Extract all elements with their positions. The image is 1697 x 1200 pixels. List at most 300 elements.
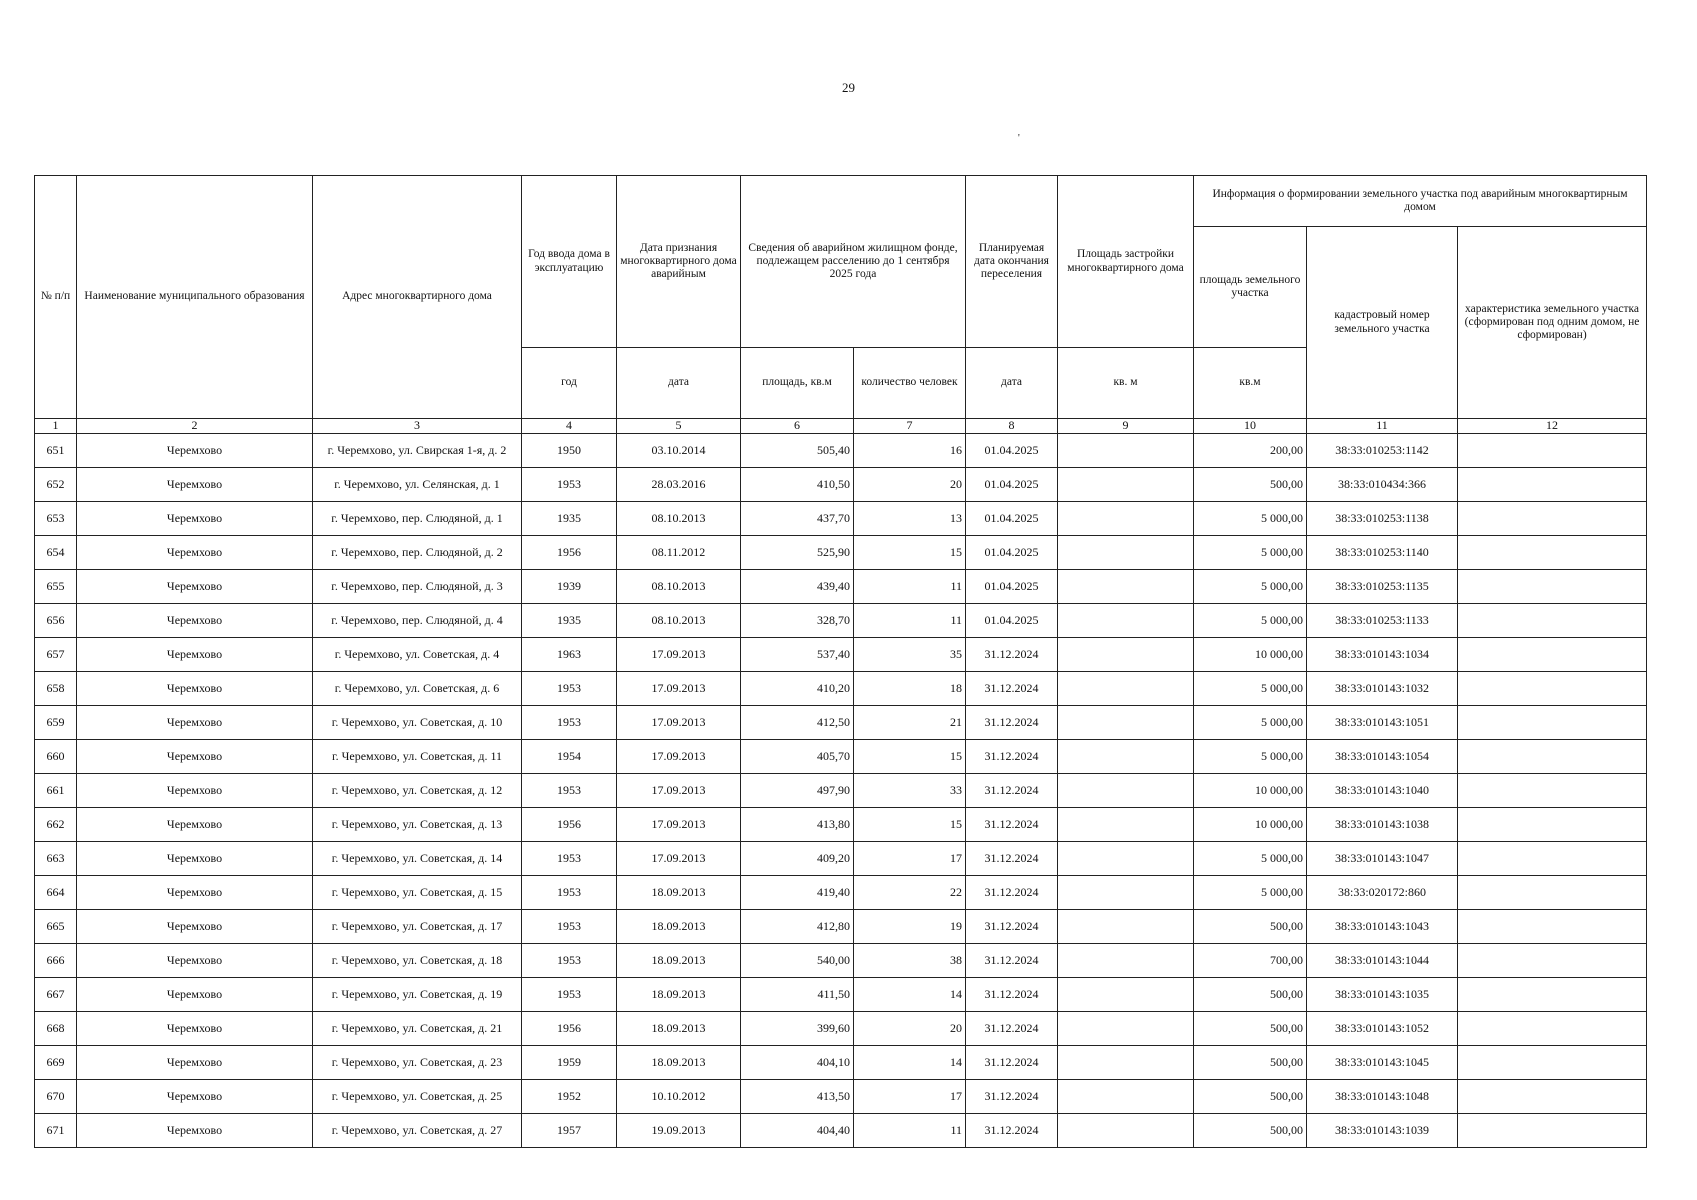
header-cadastral: кадастровый номер земельного участка	[1307, 227, 1458, 419]
cadastral-cell: 38:33:010143:1032	[1307, 672, 1458, 706]
address-cell: г. Черемхово, пер. Слюдяной, д. 2	[313, 536, 522, 570]
built-area-cell	[1058, 502, 1194, 536]
header-land-info: Информация о формировании земельного участка под аварийным многоквартирным домом	[1194, 176, 1647, 227]
area-cell: 399,60	[741, 1012, 854, 1046]
year-cell: 1935	[522, 502, 617, 536]
address-cell: г. Черемхово, ул. Советская, д. 27	[313, 1114, 522, 1148]
col-number: 4	[522, 419, 617, 434]
land-area-cell: 10 000,00	[1194, 808, 1307, 842]
land-area-cell: 500,00	[1194, 1046, 1307, 1080]
address-cell: г. Черемхово, ул. Советская, д. 25	[313, 1080, 522, 1114]
cadastral-cell: 38:33:010143:1047	[1307, 842, 1458, 876]
recognition-date-cell: 18.09.2013	[617, 876, 741, 910]
planned-date-cell: 31.12.2024	[966, 740, 1058, 774]
row-number: 654	[35, 536, 77, 570]
table-row	[35, 672, 1647, 706]
year-cell: 1953	[522, 876, 617, 910]
area-cell: 328,70	[741, 604, 854, 638]
land-char-cell	[1458, 1080, 1647, 1114]
cadastral-cell: 38:33:010253:1142	[1307, 434, 1458, 468]
year-cell: 1950	[522, 434, 617, 468]
recognition-date-cell: 17.09.2013	[617, 638, 741, 672]
header-recognition-date: Дата признания многоквартирного дома аварийным	[617, 176, 741, 348]
col-number: 3	[313, 419, 522, 434]
header-municipality: Наименование муниципального образования	[77, 176, 313, 419]
recognition-date-cell: 17.09.2013	[617, 808, 741, 842]
address-cell: г. Черемхово, ул. Селянская, д. 1	[313, 468, 522, 502]
recognition-date-cell: 18.09.2013	[617, 978, 741, 1012]
col-number: 11	[1307, 419, 1458, 434]
planned-date-cell: 31.12.2024	[966, 1080, 1058, 1114]
people-cell: 15	[854, 740, 966, 774]
recognition-date-cell: 18.09.2013	[617, 910, 741, 944]
col-number: 9	[1058, 419, 1194, 434]
land-area-cell: 500,00	[1194, 910, 1307, 944]
built-area-cell	[1058, 944, 1194, 978]
row-number: 665	[35, 910, 77, 944]
row-number: 661	[35, 774, 77, 808]
planned-date-cell: 31.12.2024	[966, 672, 1058, 706]
land-area-cell: 5 000,00	[1194, 740, 1307, 774]
table-row	[35, 740, 1647, 774]
cadastral-cell: 38:33:010253:1135	[1307, 570, 1458, 604]
municipality-cell: Черемхово	[77, 740, 313, 774]
planned-date-cell: 01.04.2025	[966, 502, 1058, 536]
people-cell: 15	[854, 536, 966, 570]
land-char-cell	[1458, 842, 1647, 876]
area-cell: 413,80	[741, 808, 854, 842]
municipality-cell: Черемхово	[77, 706, 313, 740]
people-cell: 17	[854, 1080, 966, 1114]
address-cell: г. Черемхово, пер. Слюдяной, д. 4	[313, 604, 522, 638]
land-char-cell	[1458, 502, 1647, 536]
land-char-cell	[1458, 1114, 1647, 1148]
people-cell: 20	[854, 468, 966, 502]
land-area-cell: 5 000,00	[1194, 536, 1307, 570]
recognition-date-cell: 17.09.2013	[617, 672, 741, 706]
recognition-date-cell: 08.10.2013	[617, 604, 741, 638]
planned-date-cell: 31.12.2024	[966, 876, 1058, 910]
unit-year: год	[522, 348, 617, 419]
cadastral-cell: 38:33:010143:1054	[1307, 740, 1458, 774]
area-cell: 412,80	[741, 910, 854, 944]
land-area-cell: 200,00	[1194, 434, 1307, 468]
people-cell: 35	[854, 638, 966, 672]
planned-date-cell: 01.04.2025	[966, 468, 1058, 502]
row-number: 656	[35, 604, 77, 638]
recognition-date-cell: 03.10.2014	[617, 434, 741, 468]
row-number: 666	[35, 944, 77, 978]
area-cell: 439,40	[741, 570, 854, 604]
address-cell: г. Черемхово, ул. Советская, д. 10	[313, 706, 522, 740]
land-area-cell: 5 000,00	[1194, 502, 1307, 536]
municipality-cell: Черемхово	[77, 502, 313, 536]
year-cell: 1953	[522, 842, 617, 876]
planned-date-cell: 31.12.2024	[966, 978, 1058, 1012]
built-area-cell	[1058, 1114, 1194, 1148]
table-row	[35, 978, 1647, 1012]
area-cell: 525,90	[741, 536, 854, 570]
address-cell: г. Черемхово, ул. Советская, д. 11	[313, 740, 522, 774]
land-char-cell	[1458, 774, 1647, 808]
land-char-cell	[1458, 910, 1647, 944]
row-number: 658	[35, 672, 77, 706]
cadastral-cell: 38:33:020172:860	[1307, 876, 1458, 910]
column-numbers-row	[35, 419, 1647, 434]
year-cell: 1953	[522, 672, 617, 706]
people-cell: 15	[854, 808, 966, 842]
built-area-cell	[1058, 1080, 1194, 1114]
cadastral-cell: 38:33:010253:1140	[1307, 536, 1458, 570]
address-cell: г. Черемхово, ул. Советская, д. 21	[313, 1012, 522, 1046]
recognition-date-cell: 18.09.2013	[617, 944, 741, 978]
address-cell: г. Черемхово, пер. Слюдяной, д. 3	[313, 570, 522, 604]
year-cell: 1953	[522, 706, 617, 740]
table-row	[35, 842, 1647, 876]
people-cell: 19	[854, 910, 966, 944]
municipality-cell: Черемхово	[77, 774, 313, 808]
address-cell: г. Черемхово, ул. Советская, д. 12	[313, 774, 522, 808]
people-cell: 14	[854, 1046, 966, 1080]
cadastral-cell: 38:33:010143:1052	[1307, 1012, 1458, 1046]
cadastral-cell: 38:33:010143:1034	[1307, 638, 1458, 672]
year-cell: 1957	[522, 1114, 617, 1148]
land-area-cell: 5 000,00	[1194, 876, 1307, 910]
year-cell: 1953	[522, 944, 617, 978]
planned-date-cell: 31.12.2024	[966, 1114, 1058, 1148]
recognition-date-cell: 18.09.2013	[617, 1012, 741, 1046]
table-row	[35, 434, 1647, 468]
people-cell: 21	[854, 706, 966, 740]
area-cell: 437,70	[741, 502, 854, 536]
table-row	[35, 604, 1647, 638]
unit-people: количество человек	[854, 348, 966, 419]
year-cell: 1956	[522, 808, 617, 842]
area-cell: 409,20	[741, 842, 854, 876]
table-row	[35, 808, 1647, 842]
municipality-cell: Черемхово	[77, 638, 313, 672]
table-row	[35, 570, 1647, 604]
col-number: 6	[741, 419, 854, 434]
row-number: 670	[35, 1080, 77, 1114]
land-area-cell: 5 000,00	[1194, 604, 1307, 638]
planned-date-cell: 31.12.2024	[966, 638, 1058, 672]
land-char-cell	[1458, 808, 1647, 842]
land-char-cell	[1458, 468, 1647, 502]
municipality-cell: Черемхово	[77, 876, 313, 910]
area-cell: 497,90	[741, 774, 854, 808]
col-number: 8	[966, 419, 1058, 434]
planned-date-cell: 01.04.2025	[966, 604, 1058, 638]
row-number: 652	[35, 468, 77, 502]
people-cell: 14	[854, 978, 966, 1012]
built-area-cell	[1058, 910, 1194, 944]
row-number: 663	[35, 842, 77, 876]
cadastral-cell: 38:33:010143:1035	[1307, 978, 1458, 1012]
built-area-cell	[1058, 536, 1194, 570]
recognition-date-cell: 08.10.2013	[617, 502, 741, 536]
built-area-cell	[1058, 1012, 1194, 1046]
land-area-cell: 5 000,00	[1194, 842, 1307, 876]
built-area-cell	[1058, 774, 1194, 808]
address-cell: г. Черемхово, ул. Советская, д. 14	[313, 842, 522, 876]
area-cell: 410,50	[741, 468, 854, 502]
year-cell: 1954	[522, 740, 617, 774]
address-cell: г. Черемхово, ул. Советская, д. 19	[313, 978, 522, 1012]
area-cell: 411,50	[741, 978, 854, 1012]
people-cell: 17	[854, 842, 966, 876]
municipality-cell: Черемхово	[77, 1012, 313, 1046]
address-cell: г. Черемхово, ул. Советская, д. 13	[313, 808, 522, 842]
col-number: 2	[77, 419, 313, 434]
area-cell: 413,50	[741, 1080, 854, 1114]
header-address: Адрес многоквартирного дома	[313, 176, 522, 419]
col-number: 10	[1194, 419, 1307, 434]
row-number: 660	[35, 740, 77, 774]
people-cell: 13	[854, 502, 966, 536]
header-num: № п/п	[35, 176, 77, 419]
built-area-cell	[1058, 638, 1194, 672]
emergency-housing-table	[34, 175, 1647, 1148]
land-area-cell: 500,00	[1194, 1012, 1307, 1046]
table-row	[35, 1080, 1647, 1114]
year-cell: 1953	[522, 978, 617, 1012]
table-row	[35, 774, 1647, 808]
year-cell: 1956	[522, 536, 617, 570]
unit-sqm2: кв.м	[1194, 348, 1307, 419]
table-header	[35, 176, 1647, 434]
built-area-cell	[1058, 876, 1194, 910]
header-land-area: площадь земельного участка	[1194, 227, 1307, 348]
people-cell: 20	[854, 1012, 966, 1046]
planned-date-cell: 31.12.2024	[966, 706, 1058, 740]
recognition-date-cell: 08.11.2012	[617, 536, 741, 570]
recognition-date-cell: 17.09.2013	[617, 774, 741, 808]
row-number: 657	[35, 638, 77, 672]
year-cell: 1959	[522, 1046, 617, 1080]
people-cell: 11	[854, 604, 966, 638]
address-cell: г. Черемхово, пер. Слюдяной, д. 1	[313, 502, 522, 536]
row-number: 664	[35, 876, 77, 910]
land-char-cell	[1458, 876, 1647, 910]
land-area-cell: 5 000,00	[1194, 672, 1307, 706]
land-area-cell: 500,00	[1194, 468, 1307, 502]
land-char-cell	[1458, 672, 1647, 706]
recognition-date-cell: 17.09.2013	[617, 706, 741, 740]
table-row	[35, 1114, 1647, 1148]
land-char-cell	[1458, 638, 1647, 672]
built-area-cell	[1058, 672, 1194, 706]
cadastral-cell: 38:33:010253:1138	[1307, 502, 1458, 536]
address-cell: г. Черемхово, ул. Советская, д. 18	[313, 944, 522, 978]
table-row	[35, 638, 1647, 672]
cadastral-cell: 38:33:010143:1044	[1307, 944, 1458, 978]
table-body	[35, 434, 1647, 1148]
built-area-cell	[1058, 1046, 1194, 1080]
year-cell: 1953	[522, 910, 617, 944]
row-number: 667	[35, 978, 77, 1012]
area-cell: 505,40	[741, 434, 854, 468]
recognition-date-cell: 19.09.2013	[617, 1114, 741, 1148]
table-row	[35, 944, 1647, 978]
municipality-cell: Черемхово	[77, 842, 313, 876]
cadastral-cell: 38:33:010143:1051	[1307, 706, 1458, 740]
planned-date-cell: 01.04.2025	[966, 434, 1058, 468]
land-char-cell	[1458, 570, 1647, 604]
address-cell: г. Черемхово, ул. Советская, д. 15	[313, 876, 522, 910]
land-area-cell: 10 000,00	[1194, 774, 1307, 808]
recognition-date-cell: 18.09.2013	[617, 1046, 741, 1080]
col-number: 1	[35, 419, 77, 434]
recognition-date-cell: 28.03.2016	[617, 468, 741, 502]
land-char-cell	[1458, 434, 1647, 468]
unit-sqm: кв. м	[1058, 348, 1194, 419]
built-area-cell	[1058, 978, 1194, 1012]
planned-date-cell: 31.12.2024	[966, 910, 1058, 944]
year-cell: 1952	[522, 1080, 617, 1114]
municipality-cell: Черемхово	[77, 978, 313, 1012]
built-area-cell	[1058, 434, 1194, 468]
land-area-cell: 500,00	[1194, 978, 1307, 1012]
row-number: 659	[35, 706, 77, 740]
row-number: 655	[35, 570, 77, 604]
planned-date-cell: 31.12.2024	[966, 808, 1058, 842]
people-cell: 33	[854, 774, 966, 808]
built-area-cell	[1058, 808, 1194, 842]
planned-date-cell: 31.12.2024	[966, 842, 1058, 876]
land-area-cell: 5 000,00	[1194, 570, 1307, 604]
people-cell: 16	[854, 434, 966, 468]
municipality-cell: Черемхово	[77, 570, 313, 604]
year-cell: 1953	[522, 774, 617, 808]
municipality-cell: Черемхово	[77, 536, 313, 570]
planned-date-cell: 31.12.2024	[966, 1012, 1058, 1046]
municipality-cell: Черемхово	[77, 1114, 313, 1148]
people-cell: 11	[854, 1114, 966, 1148]
unit-area: площадь, кв.м	[741, 348, 854, 419]
planned-date-cell: 31.12.2024	[966, 774, 1058, 808]
col-number: 7	[854, 419, 966, 434]
land-char-cell	[1458, 1046, 1647, 1080]
year-cell: 1963	[522, 638, 617, 672]
municipality-cell: Черемхово	[77, 672, 313, 706]
municipality-cell: Черемхово	[77, 468, 313, 502]
row-number: 653	[35, 502, 77, 536]
built-area-cell	[1058, 604, 1194, 638]
header-built-area: Площадь застройки многоквартирного дома	[1058, 176, 1194, 348]
municipality-cell: Черемхово	[77, 434, 313, 468]
address-cell: г. Черемхово, ул. Свирская 1-я, д. 2	[313, 434, 522, 468]
unit-date2: дата	[966, 348, 1058, 419]
people-cell: 18	[854, 672, 966, 706]
planned-date-cell: 01.04.2025	[966, 570, 1058, 604]
table-row	[35, 502, 1647, 536]
land-area-cell: 500,00	[1194, 1080, 1307, 1114]
cadastral-cell: 38:33:010143:1048	[1307, 1080, 1458, 1114]
year-cell: 1939	[522, 570, 617, 604]
land-char-cell	[1458, 706, 1647, 740]
scan-mark: '	[1018, 133, 1020, 144]
planned-date-cell: 31.12.2024	[966, 1046, 1058, 1080]
row-number: 669	[35, 1046, 77, 1080]
table-row	[35, 468, 1647, 502]
land-char-cell	[1458, 604, 1647, 638]
table-row	[35, 536, 1647, 570]
table-row	[35, 910, 1647, 944]
municipality-cell: Черемхово	[77, 1046, 313, 1080]
row-number: 668	[35, 1012, 77, 1046]
land-char-cell	[1458, 944, 1647, 978]
recognition-date-cell: 17.09.2013	[617, 842, 741, 876]
cadastral-cell: 38:33:010143:1045	[1307, 1046, 1458, 1080]
land-area-cell: 5 000,00	[1194, 706, 1307, 740]
area-cell: 540,00	[741, 944, 854, 978]
municipality-cell: Черемхово	[77, 604, 313, 638]
table-row	[35, 706, 1647, 740]
planned-date-cell: 31.12.2024	[966, 944, 1058, 978]
land-char-cell	[1458, 1012, 1647, 1046]
year-cell: 1956	[522, 1012, 617, 1046]
year-cell: 1953	[522, 468, 617, 502]
municipality-cell: Черемхово	[77, 1080, 313, 1114]
built-area-cell	[1058, 570, 1194, 604]
land-char-cell	[1458, 740, 1647, 774]
cadastral-cell: 38:33:010143:1038	[1307, 808, 1458, 842]
built-area-cell	[1058, 740, 1194, 774]
address-cell: г. Черемхово, ул. Советская, д. 23	[313, 1046, 522, 1080]
row-number: 671	[35, 1114, 77, 1148]
row-number: 651	[35, 434, 77, 468]
area-cell: 537,40	[741, 638, 854, 672]
land-area-cell: 500,00	[1194, 1114, 1307, 1148]
cadastral-cell: 38:33:010143:1039	[1307, 1114, 1458, 1148]
area-cell: 404,10	[741, 1046, 854, 1080]
cadastral-cell: 38:33:010253:1133	[1307, 604, 1458, 638]
land-area-cell: 10 000,00	[1194, 638, 1307, 672]
municipality-cell: Черемхово	[77, 910, 313, 944]
land-char-cell	[1458, 978, 1647, 1012]
area-cell: 404,40	[741, 1114, 854, 1148]
page-number: 29	[842, 80, 855, 95]
land-area-cell: 700,00	[1194, 944, 1307, 978]
cadastral-cell: 38:33:010434:366	[1307, 468, 1458, 502]
people-cell: 38	[854, 944, 966, 978]
built-area-cell	[1058, 842, 1194, 876]
cadastral-cell: 38:33:010143:1043	[1307, 910, 1458, 944]
recognition-date-cell: 10.10.2012	[617, 1080, 741, 1114]
header-emergency-info: Сведения об аварийном жилищном фонде, подлежащем расселению до 1 сентября 2025 года	[741, 176, 966, 348]
header-year-built: Год ввода дома в эксплуатацию	[522, 176, 617, 348]
municipality-cell: Черемхово	[77, 944, 313, 978]
recognition-date-cell: 17.09.2013	[617, 740, 741, 774]
built-area-cell	[1058, 706, 1194, 740]
address-cell: г. Черемхово, ул. Советская, д. 6	[313, 672, 522, 706]
land-char-cell	[1458, 536, 1647, 570]
area-cell: 419,40	[741, 876, 854, 910]
people-cell: 11	[854, 570, 966, 604]
planned-date-cell: 01.04.2025	[966, 536, 1058, 570]
table-row	[35, 1046, 1647, 1080]
recognition-date-cell: 08.10.2013	[617, 570, 741, 604]
table-row	[35, 1012, 1647, 1046]
area-cell: 410,20	[741, 672, 854, 706]
header-planned-date: Планируемая дата окончания переселения	[966, 176, 1058, 348]
header-land-char: характеристика земельного участка (сформирован под одним домом, не сформирован)	[1458, 227, 1647, 419]
address-cell: г. Черемхово, ул. Советская, д. 4	[313, 638, 522, 672]
people-cell: 22	[854, 876, 966, 910]
col-number: 5	[617, 419, 741, 434]
table-row	[35, 876, 1647, 910]
